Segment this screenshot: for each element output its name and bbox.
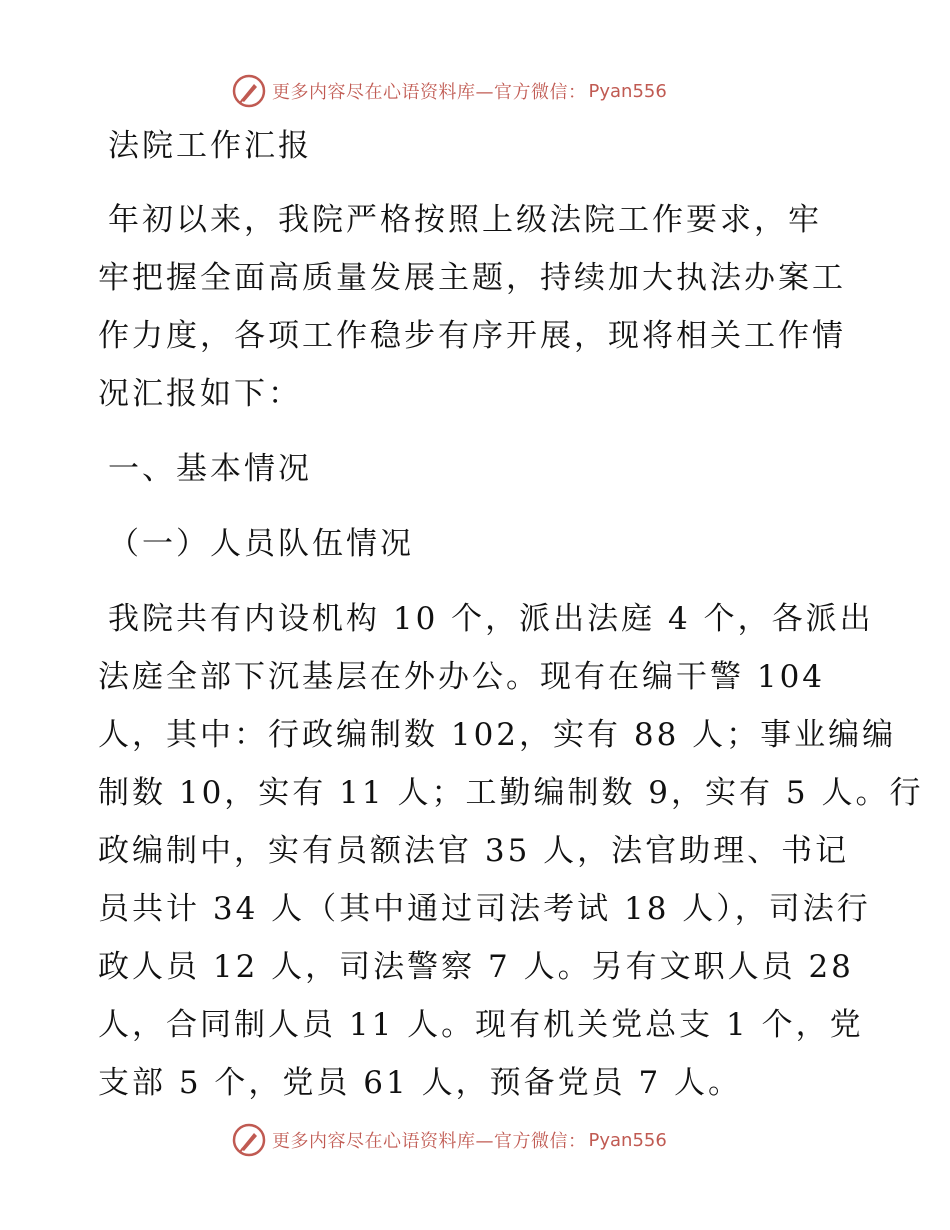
watermark-text: 更多内容尽在心语资料库—官方微信： [272,1131,587,1152]
watermark-footer [232,1122,667,1158]
body-line: 人，合同制人员 11 人。现有机关党总支 1 个，党 [98,1007,864,1043]
body-line: 员共计 34 人（其中通过司法考试 18 人），司法行 [98,891,871,927]
body-line: 政编制中，实有员额法官 35 人，法官助理、书记 [98,833,850,869]
watermark-header [232,73,667,109]
body-line: 人，其中：行政编制数 102，实有 88 人；事业编编 [98,717,897,753]
body-line: 我院共有内设机构 10 个，派出法庭 4 个，各派出 [108,601,874,637]
section-heading: 一、基本情况 [108,451,312,487]
body-line: 法庭全部下沉基层在外办公。现有在编干警 104 [98,659,826,695]
watermark-text: 更多内容尽在心语资料库—官方微信： [272,82,587,103]
body-line: 支部 5 个，党员 61 人，预备党员 7 人。 [98,1065,743,1101]
intro-line: 年初以来，我院严格按照上级法院工作要求，牢 [108,202,822,238]
body-line: 制数 10，实有 11 人；工勤编制数 9，实有 5 人。行 [98,775,924,811]
quill-logo-icon [232,1123,266,1157]
subsection-heading: （一）人员队伍情况 [108,526,414,562]
intro-line: 况汇报如下： [98,376,302,412]
body-line: 政人员 12 人，司法警察 7 人。另有文职人员 28 [98,949,854,985]
quill-logo-icon [232,74,266,108]
intro-line: 作力度，各项工作稳步有序开展，现将相关工作情 [98,318,846,354]
intro-line: 牢把握全面高质量发展主题，持续加大执法办案工 [98,260,846,296]
document-title: 法院工作汇报 [108,128,312,164]
watermark-wechat-id: Pyan556 [588,1129,667,1151]
watermark-wechat-id: Pyan556 [588,80,667,102]
